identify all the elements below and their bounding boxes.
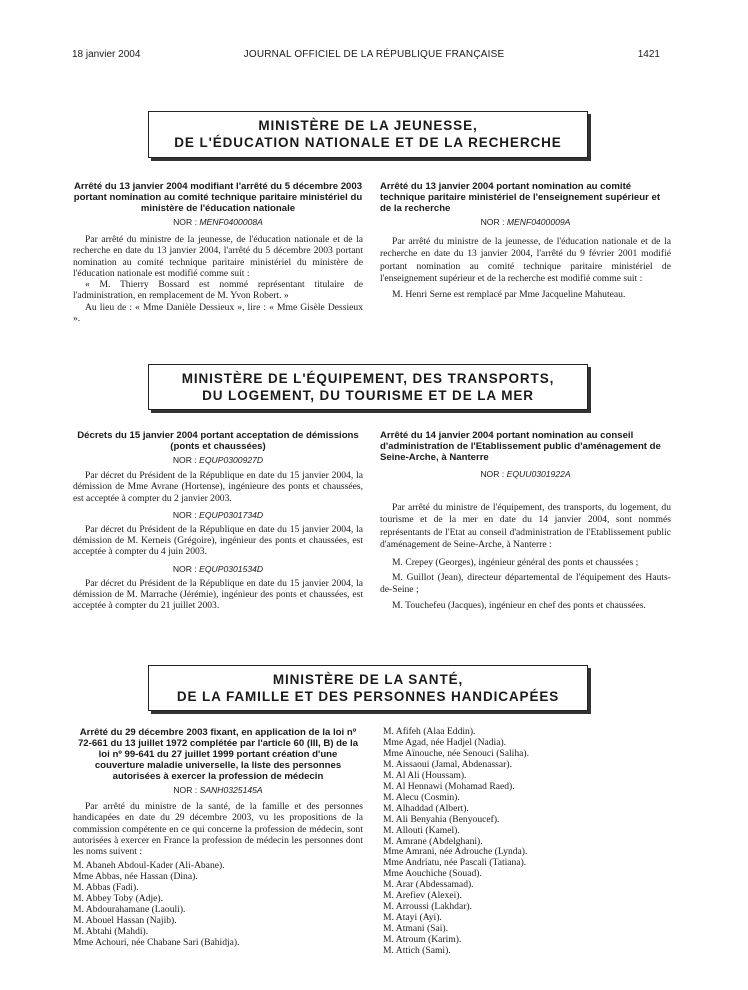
article-paragraph: Par décret du Président de la République en date du 15 janvier 2004, la démission de M. Kerneis (Grégoire), ingénieur des ponts et chaussées, est acceptée à compter du 4 juin 2003. [73,523,363,558]
names-list [73,861,363,949]
article-paragraph: Par arrêté du ministre de la jeunesse, de l'éducation nationale et de la recherche en date du 13 janvier 2004, l'arrêté du 9 février 2001 modifié portant nomination au comité technique paritaire ministériel de l'enseignement supérieur et de la recherche est modifié comme suit : [380,236,671,285]
ministry-heading-line2: DE L'ÉDUCATION NATIONALE ET DE LA RECHERCHE [174,135,562,150]
nor-reference: NOR : MENF0400008A [173,217,263,227]
article-health-left [73,727,363,949]
article-education-right [380,181,671,300]
ministry-heading-education [148,111,588,158]
article-paragraph: Par arrêté du ministre de l'équipement, des transports, du logement, du tourisme et de la mer en date du 14 janvier 2004, sont nommés représentants de l'Etat au conseil d'administration de l'Etablissement public d'aménagement de Seine-Arche, à Nanterre : [380,502,671,551]
list-item: M. Afifeh (Alaa Eddin). [383,726,476,737]
article-paragraph: Au lieu de : « Mme Danièle Dessieux », lire : « Mme Gisèle Dessieux ». [73,301,363,325]
ministry-heading-health [148,665,588,711]
list-item: M. Atayi (Ayi). [383,912,442,924]
article-paragraph: Par décret du Président de la République en date du 15 janvier 2004, la démission de Mme Avrane (Hortense), ingénieure des ponts et chaussées, est acceptée à compter du 2 janvier 2003. [73,470,363,504]
ministry-heading-line2: DU LOGEMENT, DU TOURISME ET DE LA MER [202,388,534,403]
ministry-heading-line1: MINISTÈRE DE LA JEUNESSE, [258,118,478,133]
article-title: Arrêté du 29 décembre 2003 fixant, en application de la loi nº 72-661 du 13 juillet 1972 complétée par l'article 60 (III, B) de la loi nº 99-641 du 27 juillet 1999 portant création d'une couverture maladie universelle, la liste des personnes autorisées à exercer la profession de médecin [77,727,359,782]
ministry-heading-equipment [148,364,588,410]
article-paragraph: « M. Thierry Bossard est nommé représentant titulaire de l'administration, en remplacement de M. Yvon Robert. » [73,279,363,302]
nor-reference: NOR : EQUP0301734D [172,509,264,520]
ministry-heading-line1: MINISTÈRE DE LA SANTÉ, [272,672,464,687]
list-item: M. Abtahi (Mahdi). [73,926,149,938]
list-item: M. Ali Benyahia (Benyoucef). [383,813,500,825]
list-item: M. Amrane (Abdelghani). [383,835,483,847]
list-item: M. Arefiev (Alexei). [383,890,462,902]
article-paragraph: M. Henri Serne est remplacé par Mme Jacqueline Mahuteau. [392,288,626,300]
list-item: M. Arroussi (Lakhdar). [383,901,472,913]
article-title: Arrêté du 13 janvier 2004 modifiant l'arrêté du 5 décembre 2003 portant nomination au comité technique paritaire ministériel du ministère de l'éducation nationale [73,181,363,214]
nor-reference: NOR : EQUP0300927D [172,455,264,465]
article-title: Arrêté du 14 janvier 2004 portant nomination au conseil d'administration de l'Etablissement public d'aménagement de Seine-Arche, à Nanterre [380,430,661,463]
list-item: Mme Aïnouche, née Senouci (Saliha). [383,747,529,759]
list-item: M. Aissaoui (Jamal, Abdenassar). [383,758,512,770]
list-item: M. Attich (Sami). [383,945,451,957]
list-item: Mme Aouchiche (Souad). [383,868,482,880]
list-item: M. Alhaddad (Albert). [383,802,469,814]
list-item: M. Abbey Toby (Adje). [73,893,164,905]
list-item: M. Abdourahamane (Laouli). [73,904,186,916]
list-item: M. Allouti (Kamel). [383,824,460,836]
header-date: 18 janvier 2004 [72,49,141,60]
article-paragraph: M. Crepey (Georges), ingénieur général des ponts et chaussées ; [392,556,639,568]
article-title: Décrets du 15 janvier 2004 portant acceptation de démissions (ponts et chaussées) [77,430,359,452]
article-paragraph: Par arrêté du ministre de la jeunesse, de l'éducation nationale et de la recherche en date du 13 janvier 2004, l'arrêté du 5 décembre 2003 portant nomination au comité technique paritaire ministériel du ministère de l'éducation nationale est modifié comme suit : [73,234,363,279]
nor-reference: NOR : MENF0400009A [480,217,571,227]
nor-reference: NOR : SANH0325145A [173,785,263,795]
list-item: Mme Abbas, née Hassan (Dina). [73,871,198,883]
article-education-left [73,181,363,324]
list-item: Mme Agad, née Hadjel (Nadia). [383,736,507,748]
list-item: M. Al Hennawi (Mohamad Raed). [383,780,515,792]
names-list-continued [383,727,673,957]
journal-title: JOURNAL OFFICIEL DE LA RÉPUBLIQUE FRANÇAISE [243,49,505,60]
article-paragraph: M. Touchefeu (Jacques), ingénieur en chef des ponts et chaussées. [392,599,646,611]
nor-reference: NOR : EQUP0301534D [172,563,264,574]
ministry-heading-line1: MINISTÈRE DE L'ÉQUIPEMENT, DES TRANSPORTS, [181,371,555,386]
list-item: Mme Achouri, née Chabane Sari (Bahidja). [73,937,240,949]
list-item: M. Atmani (Sai). [383,923,449,935]
article-equipment-left [73,430,363,612]
list-item: M. Abbas (Fadi). [73,882,139,894]
article-title: Arrêté du 13 janvier 2004 portant nomination au comité technique paritaire ministériel de l'enseignement supérieur et de la recherche [380,181,661,214]
list-item: Mme Amrani, née Adrouche (Lynda). [383,846,528,858]
page-number: 1421 [637,49,660,60]
list-item: M. Al Ali (Houssam). [383,769,467,781]
ministry-heading-line2: DE LA FAMILLE ET DES PERSONNES HANDICAPÉES [176,689,560,704]
article-paragraph: Par arrêté du ministre de la santé, de la famille et des personnes handicapées en date du 29 décembre 2003, vu les propositions de la commission compétente en ce qui concerne la profession de médecin, sont autorisées à exercer en France la profession de médecin les personnes dont les noms suivent : [73,801,363,858]
nor-reference: NOR : EQUU0301922A [480,469,571,479]
list-item: M. Alecu (Cosmin). [383,791,460,803]
article-equipment-right [380,430,671,612]
list-item: M. Atroum (Karim). [383,934,462,946]
list-item: M. Arar (Abdessamad). [383,879,474,891]
article-paragraph: Par décret du Président de la République en date du 15 janvier 2004, la démission de M. Marrache (Jérémie), ingénieur des ponts et chaussées, est acceptée à compter du 21 juillet 2003. [73,577,363,612]
list-item: M. Abaneh Abdoul-Kader (Ali-Abane). [73,860,225,872]
list-item: M. Abouel Hassan (Najib). [73,915,177,927]
list-item: Mme Andriatu, née Pascali (Tatiana). [383,857,527,869]
article-paragraph: M. Guillot (Jean), directeur départemental de l'équipement des Hauts-de-Seine ; [380,572,671,596]
